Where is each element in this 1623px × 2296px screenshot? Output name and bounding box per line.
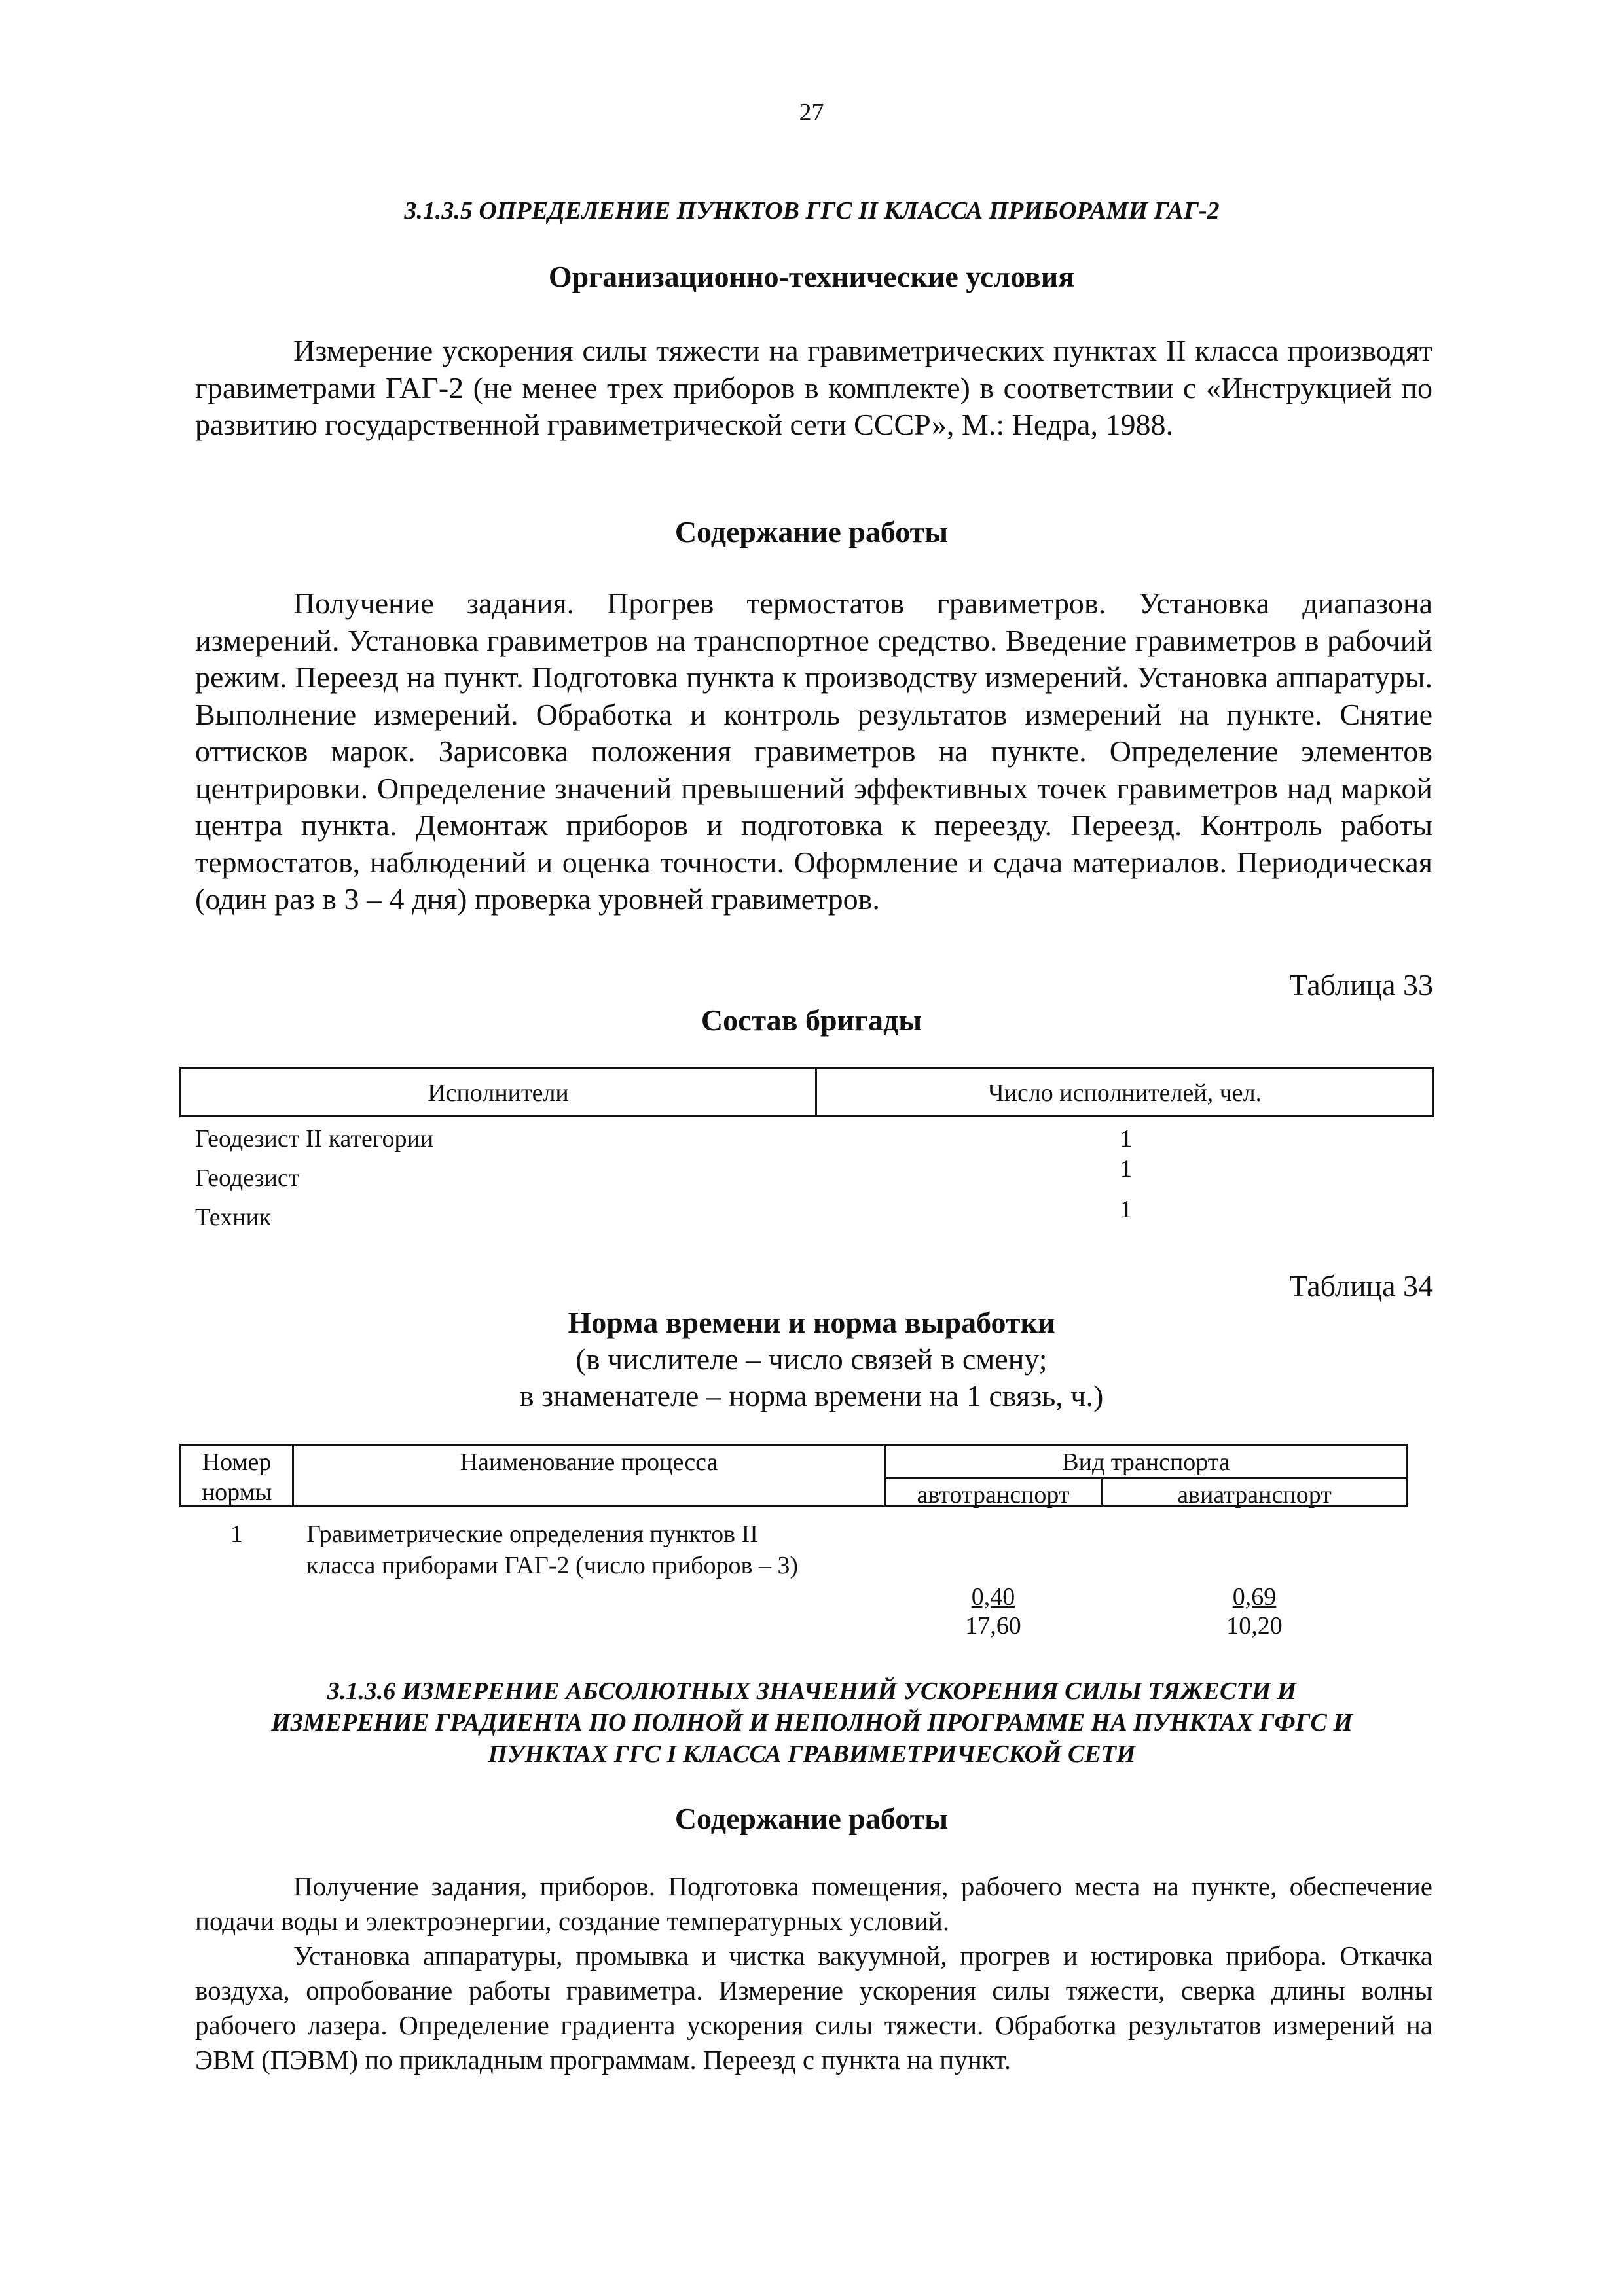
- table-33-header-count: Число исполнителей, чел.: [987, 1079, 1262, 1107]
- table-34-row-1-process-line-2: класса приборами ГАГ-2 (число приборов – 3): [306, 1552, 799, 1579]
- work-content-heading-2: Содержание работы: [674, 1802, 949, 1835]
- table-34-subtitle-1: (в числителе – число связей в смену;: [575, 1342, 1048, 1376]
- org-conditions-text: Измерение ускорения силы тяжести на гравиметрических пунктах II класса производят гравиметрами ГАГ-2 (не менее трех приборов в комплекте) в соответствии с «Инструкцией по развитию государственной гравиметрической сети СССР», М.: Недра, 1988.: [195, 334, 1432, 441]
- table-34-header-transport: Вид транспорта: [1062, 1448, 1230, 1476]
- table-33-row-3-count: 1: [1120, 1196, 1133, 1223]
- table-33-header-performers: Исполнители: [428, 1079, 569, 1107]
- work-content-heading: Содержание работы: [674, 515, 949, 548]
- table-33-row-3-role: Техник: [195, 1204, 272, 1231]
- table-33-row-2-count: 1: [1120, 1155, 1133, 1183]
- table-34-header-avia: авиатранспорт: [1177, 1481, 1332, 1509]
- work-content-text: Получение задания. Прогрев термостатов гравиметров. Установка диапазона измерений. Установка гравиметров на транспортное средство. Введение гравиметров в рабочий режим. Переезд на пункт. Подготовка пункта к производству измерений. Установка аппаратуры. Выполнение измерений. Обработка и контроль результатов измерений на пункте. Снятие оттисков марок. Зарисовка положения гравиметров на пункте. Определение элементов центрировки. Определение значений превышений эффективных точек гравиметров над маркой центра пункта. Демонтаж приборов и подготовка к переезду. Переезд. Контроль работы термостатов, наблюдений и оценка точности. Оформление и сдача материалов. Периодическая (один раз в 3 – 4 дня) проверка уровней гравиметров.: [195, 586, 1432, 916]
- table-34-caption: Таблица 34: [1289, 1269, 1433, 1302]
- table-34-header-auto: автотранспорт: [917, 1481, 1070, 1509]
- table-34-row-1-process-line-1: Гравиметрические определения пунктов II: [306, 1520, 758, 1548]
- table-34-header-process: Наименование процесса: [460, 1448, 718, 1476]
- table-33-row-1-count: 1: [1120, 1125, 1133, 1153]
- table-34-header-number-1: Номер: [202, 1448, 272, 1476]
- table-33-title: Состав бригады: [701, 1003, 922, 1037]
- table-34-row-1-auto-numerator: 0,40: [971, 1583, 1015, 1611]
- section-title-3-1-3-5: 3.1.3.5 ОПРЕДЕЛЕНИЕ ПУНКТОВ ГГС II КЛАССА ПРИБОРАМИ ГАГ-2: [404, 197, 1220, 224]
- table-34-row-1-number: 1: [230, 1520, 243, 1548]
- page-number: 27: [799, 99, 824, 126]
- table-34-header-number-2: нормы: [201, 1479, 272, 1506]
- table-33-caption: Таблица 33: [1289, 968, 1433, 1001]
- section-title-3-1-3-6-line-3: ПУНКТАХ ГГС I КЛАССА ГРАВИМЕТРИЧЕСКОЙ СЕТИ: [488, 1740, 1136, 1768]
- table-34-subtitle-2: в знаменателе – норма времени на 1 связь, ч.): [519, 1379, 1104, 1412]
- table-34-row-1-auto-denominator: 17,60: [965, 1612, 1021, 1640]
- table-34-row-1-avia-denominator: 10,20: [1226, 1612, 1283, 1640]
- section-title-3-1-3-6-line-1: 3.1.3.6 ИЗМЕРЕНИЕ АБСОЛЮТНЫХ ЗНАЧЕНИЙ УСКОРЕНИЯ СИЛЫ ТЯЖЕСТИ И: [327, 1677, 1297, 1705]
- table-34-title: Норма времени и норма выработки: [568, 1306, 1055, 1339]
- table-33-row-2-role: Геодезист: [195, 1164, 300, 1192]
- work-content-2-para-2: Установка аппаратуры, промывка и чистка вакуумной, прогрев и юстировка прибора. Откачка воздуха, опробование работы гравиметра. Измерение ускорения силы тяжести, сверка длины волны рабочего лазера. Определение градиента ускорения силы тяжести. Обработка результатов измерений на ЭВМ (ПЭВМ) по прикладным программам. Переезд с пункта на пункт.: [195, 1941, 1432, 2075]
- org-conditions-heading: Организационно-технические условия: [548, 260, 1075, 293]
- table-34-row-1-avia-numerator: 0,69: [1232, 1583, 1277, 1611]
- table-33-row-1-role: Геодезист II категории: [195, 1125, 434, 1153]
- section-title-3-1-3-6-line-2: ИЗМЕРЕНИЕ ГРАДИЕНТА ПО ПОЛНОЙ И НЕПОЛНОЙ ПРОГРАММЕ НА ПУНКТАХ ГФГС И: [271, 1709, 1353, 1736]
- work-content-2-para-1: Получение задания, приборов. Подготовка помещения, рабочего места на пункте, обеспечение подачи воды и электроэнергии, создание температурных условий.: [195, 1871, 1432, 1936]
